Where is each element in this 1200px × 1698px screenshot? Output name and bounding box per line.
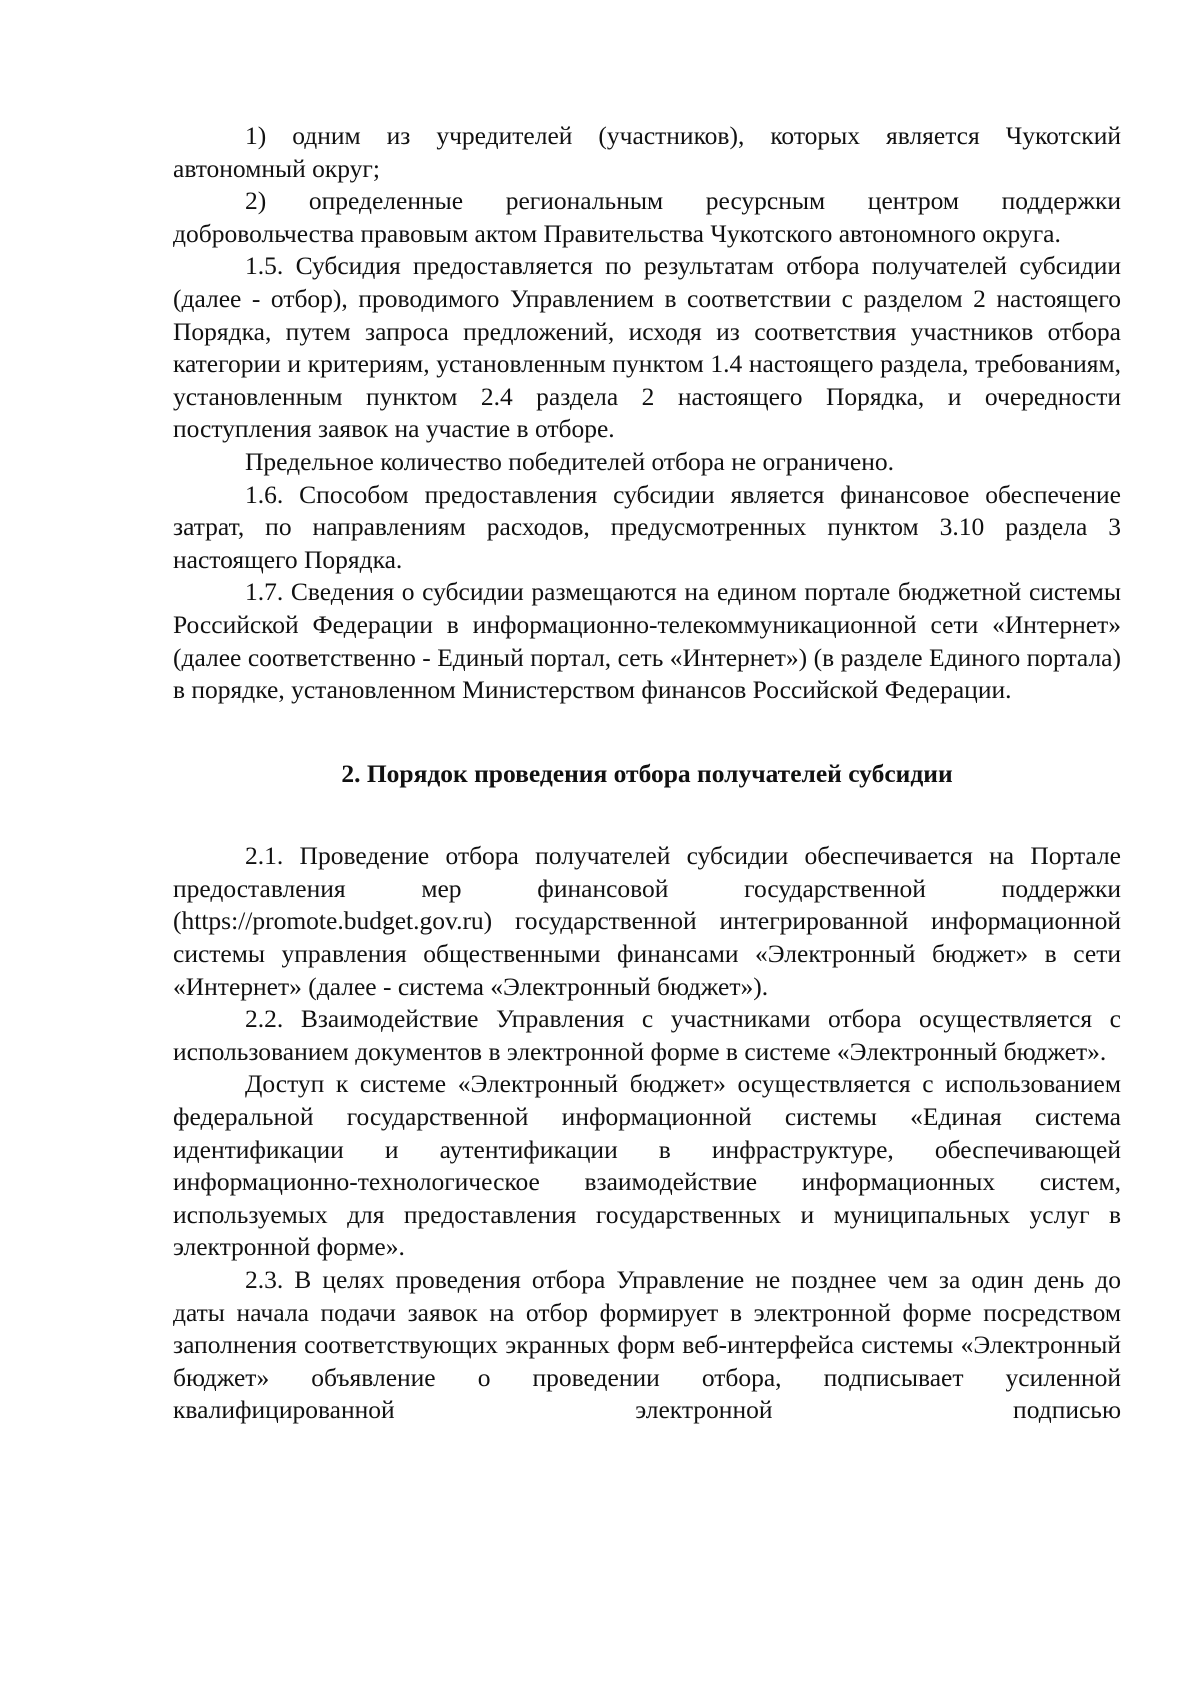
paragraph-winners-limit: Предельное количество победителей отбора не ограничено. xyxy=(245,446,895,476)
section-heading: 2. Порядок проведения отбора получателей субсидии xyxy=(341,758,953,788)
paragraph-item-1: 1) одним из учредителей (участников), которых является Чукотский автономный округ; xyxy=(173,121,1121,183)
paragraph-item-2: 2) определенные региональным ресурсным центром поддержки добровольчества правовым актом Правительства Чукотского автономного округа. xyxy=(173,186,1121,248)
paragraph-access: Доступ к системе «Электронный бюджет» осуществляется с использованием федеральной государственной информационной системы «Единая система идентификации и аутентификации в инфраструктуре, обеспечивающей информационно-технологическое взаимодействие информационных систем, используемых для предоставления государственных и муниципальных услуг в электронной форме». xyxy=(173,1069,1121,1262)
paragraph-2-3: 2.3. В целях проведения отбора Управление не позднее чем за один день до даты начала подачи заявок на отбор формирует в электронной форме посредством заполнения соответствующих экранных форм веб-интерфейса системы «Электронный бюджет» объявление о проведении отбора, подписывает усиленной квалифицированной электронной подписью xyxy=(173,1265,1121,1425)
paragraph-2-1: 2.1. Проведение отбора получателей субсидии обеспечивается на Портале предоставления мер финансовой государственной поддержки (https://promote.budget.gov.ru) государственной интегрированной информационной системы управления общественными финансами «Электронный бюджет» в сети «Интернет» (далее - система «Электронный бюджет»). xyxy=(173,841,1121,1001)
document-page xyxy=(173,120,1121,1427)
paragraph-2-2: 2.2. Взаимодействие Управления с участниками отбора осуществляется с использованием документов в электронной форме в системе «Электронный бюджет». xyxy=(173,1004,1121,1066)
paragraph-1-6: 1.6. Способом предоставления субсидии является финансовое обеспечение затрат, по направлениям расходов, предусмотренных пунктом 3.10 раздела 3 настоящего Порядка. xyxy=(173,479,1121,574)
paragraph-1-7: 1.7. Сведения о субсидии размещаются на едином портале бюджетной системы Российской Федерации в информационно-телекоммуникационной сети «Интернет» (далее соответственно - Единый портал, сеть «Интернет») (в разделе Единого портала) в порядке, установленном Министерством финансов Российской Федерации. xyxy=(173,577,1121,705)
paragraph-1-5: 1.5. Субсидия предоставляется по результатам отбора получателей субсидии (далее - отбор), проводимого Управлением в соответствии с разделом 2 настоящего Порядка, путем запроса предложений, исходя из соответствия участников отбора категории и критериям, установленным пунктом 1.4 настоящего раздела, требованиям, установленным пунктом 2.4 раздела 2 настоящего Порядка, и очередности поступления заявок на участие в отборе. xyxy=(173,251,1121,444)
